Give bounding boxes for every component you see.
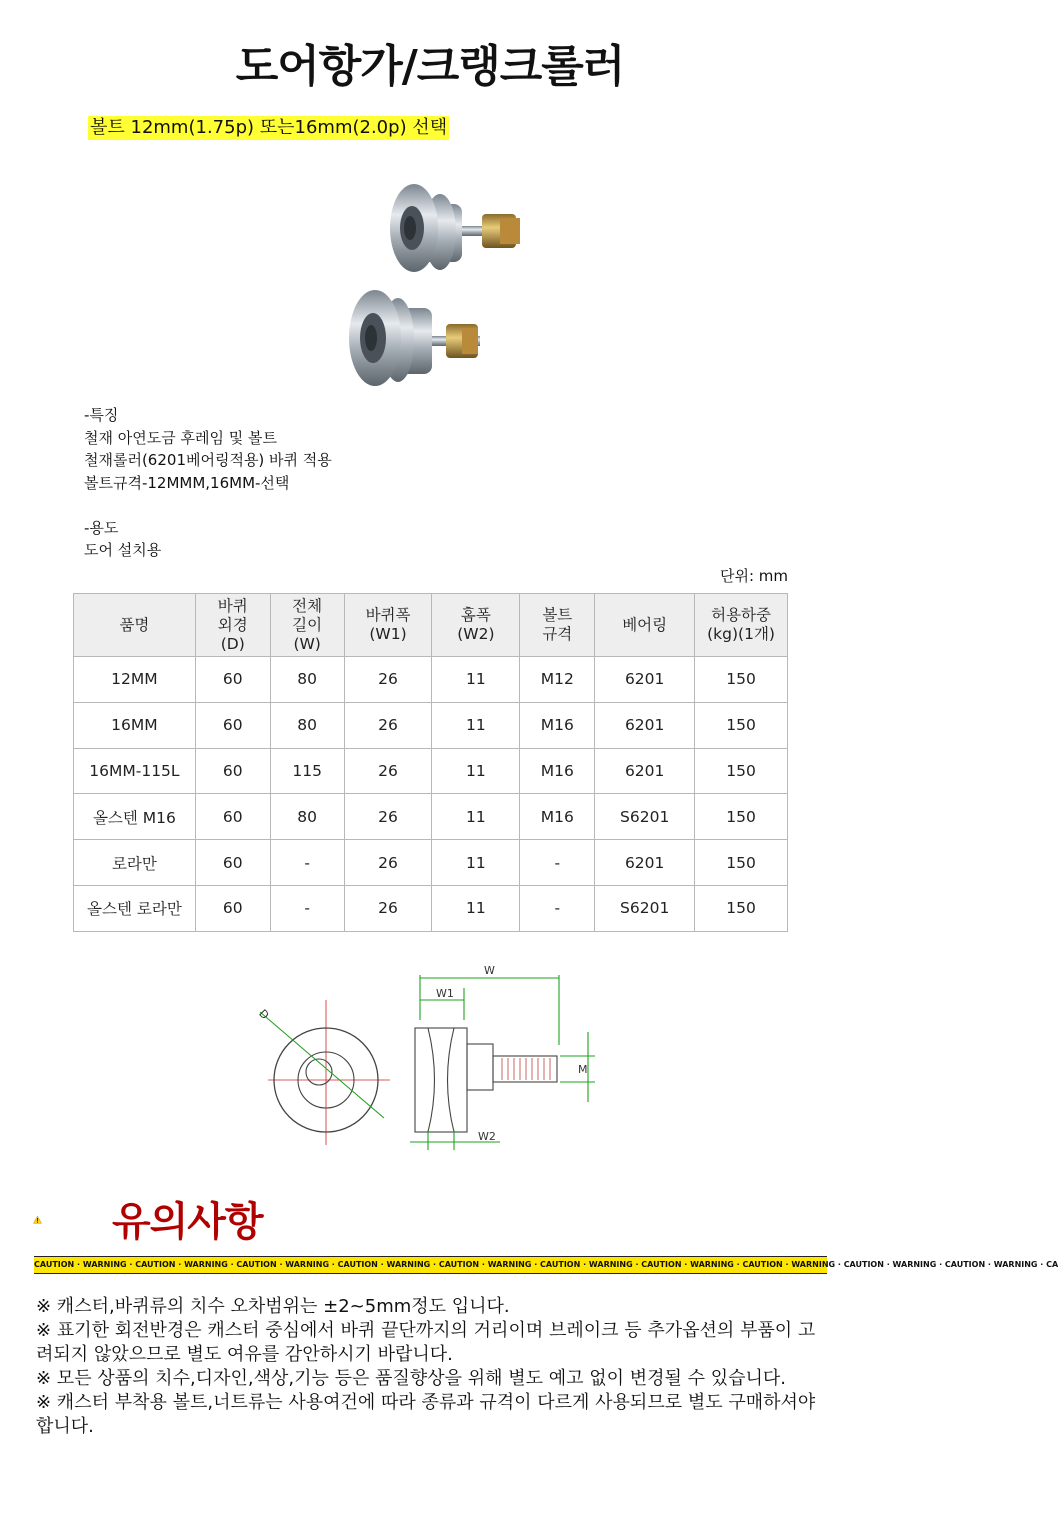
table-cell: 16MM-115L	[74, 748, 196, 794]
usage-heading: -용도	[84, 518, 119, 537]
table-cell: 11	[432, 702, 520, 748]
table-cell: 11	[432, 885, 520, 931]
table-cell: 6201	[595, 657, 695, 703]
caution-note: ※ 캐스터,바퀴류의 치수 오차범위는 ±2~5mm정도 입니다.	[36, 1296, 510, 1317]
caution-note: ※ 표기한 회전반경은 캐스터 중심에서 바퀴 끝단까지의 거리이며 브레이크 등 추가옵션의 부품이 고려되지 않았으므로 별도 여유를 감안하시기 바랍니다.	[36, 1320, 816, 1365]
dim-w2-label: W2	[478, 1130, 496, 1143]
table-cell: 6201	[595, 748, 695, 794]
table-cell: 60	[195, 702, 270, 748]
table-cell: -	[520, 840, 595, 886]
table-cell: M16	[520, 702, 595, 748]
bolt-option-note: 볼트 12mm(1.75p) 또는16mm(2.0p) 선택	[90, 117, 448, 138]
table-cell: 26	[344, 748, 432, 794]
table-cell: 60	[195, 748, 270, 794]
warning-triangle-icon	[33, 1190, 93, 1250]
table-cell: 6201	[595, 702, 695, 748]
roller-bottom	[349, 290, 480, 386]
table-cell: 11	[432, 840, 520, 886]
caution-tape: CAUTION · WARNING · CAUTION · WARNING · CAUTION · WARNING · CAUTION · WARNING · CAUTION · WARNING · CAUTION · WARNING · CAUTION · WARNING · CAUTION · WARNING · CAUTION · WARNING · CAUTION · WARNING · CA	[34, 1256, 827, 1274]
table-cell: -	[270, 840, 344, 886]
table-cell: 80	[270, 794, 344, 840]
table-cell: S6201	[595, 794, 695, 840]
table-row	[74, 885, 788, 931]
table-cell: 80	[270, 657, 344, 703]
header-cell: 품명	[74, 594, 196, 657]
caution-notes	[36, 1295, 826, 1439]
usage-line: 도어 설치용	[84, 541, 162, 559]
table-cell: 60	[195, 840, 270, 886]
table-cell: 올스텐 M16	[74, 794, 196, 840]
table-cell: -	[520, 885, 595, 931]
header-cell: 바퀴폭 (W1)	[344, 594, 432, 657]
header-cell: 바퀴 외경 (D)	[195, 594, 270, 657]
table-cell: 150	[695, 702, 788, 748]
header-cell: 홈폭 (W2)	[432, 594, 520, 657]
table-row	[74, 702, 788, 748]
table-row	[74, 840, 788, 886]
table-cell: 11	[432, 657, 520, 703]
table-header-row	[74, 594, 788, 657]
table-cell: M16	[520, 794, 595, 840]
feature-heading: -특징	[84, 406, 119, 424]
caution-note: ※ 모든 상품의 치수,디자인,색상,기능 등은 품질향상을 위해 별도 예고 없이 변경될 수 있습니다.	[36, 1368, 786, 1389]
dim-d-label: D	[256, 1006, 272, 1023]
table-cell: -	[270, 885, 344, 931]
roller-top	[390, 184, 520, 272]
dim-w-label: W	[484, 964, 495, 977]
table-cell: 6201	[595, 840, 695, 886]
table-row	[74, 657, 788, 703]
spec-table	[73, 593, 788, 932]
table-cell: 150	[695, 794, 788, 840]
table-cell: S6201	[595, 885, 695, 931]
feature-line: 볼트규격-12MMM,16MM-선택	[84, 473, 290, 492]
product-description	[84, 404, 332, 562]
table-cell: 60	[195, 794, 270, 840]
feature-line: 철재롤러(6201베어링적용) 바퀴 적용	[84, 451, 332, 469]
table-cell: 115	[270, 748, 344, 794]
table-cell: 150	[695, 840, 788, 886]
table-cell: 60	[195, 657, 270, 703]
dimension-drawing	[250, 960, 610, 1155]
table-cell: 150	[695, 748, 788, 794]
table-cell: 26	[344, 702, 432, 748]
unit-label: 단위: mm	[719, 567, 788, 585]
product-photo	[230, 148, 630, 413]
dim-m-label: M	[578, 1063, 588, 1076]
table-cell: 26	[344, 840, 432, 886]
table-cell: 60	[195, 885, 270, 931]
header-cell: 볼트 규격	[520, 594, 595, 657]
table-cell: 올스텐 로라만	[74, 885, 196, 931]
dim-w1-label: W1	[436, 987, 454, 1000]
table-row	[74, 748, 788, 794]
table-row	[74, 794, 788, 840]
table-cell: 150	[695, 657, 788, 703]
table-cell: 150	[695, 885, 788, 931]
table-cell: 12MM	[74, 657, 196, 703]
table-cell: 26	[344, 794, 432, 840]
table-cell: 11	[432, 748, 520, 794]
table-cell: 로라만	[74, 840, 196, 886]
table-cell: 16MM	[74, 702, 196, 748]
table-cell: 11	[432, 794, 520, 840]
header-cell: 전체 길이 (W)	[270, 594, 344, 657]
caution-note: ※ 캐스터 부착용 볼트,너트류는 사용여건에 따라 종류과 규격이 다르게 사용되므로 별도 구매하셔야 합니다.	[36, 1392, 816, 1437]
table-cell: 26	[344, 885, 432, 931]
table-cell: M16	[520, 748, 595, 794]
front-view	[256, 1000, 390, 1145]
caution-title: 유의사항	[112, 1199, 263, 1245]
page-title: 도어항가/크랭크롤러	[235, 41, 625, 92]
header-cell: 베어링	[595, 594, 695, 657]
feature-line: 철재 아연도금 후레임 및 볼트	[84, 428, 277, 447]
header-cell: 허용하중 (kg)(1개)	[695, 594, 788, 657]
side-view	[410, 975, 595, 1150]
table-cell: 26	[344, 657, 432, 703]
table-cell: M12	[520, 657, 595, 703]
table-cell: 80	[270, 702, 344, 748]
